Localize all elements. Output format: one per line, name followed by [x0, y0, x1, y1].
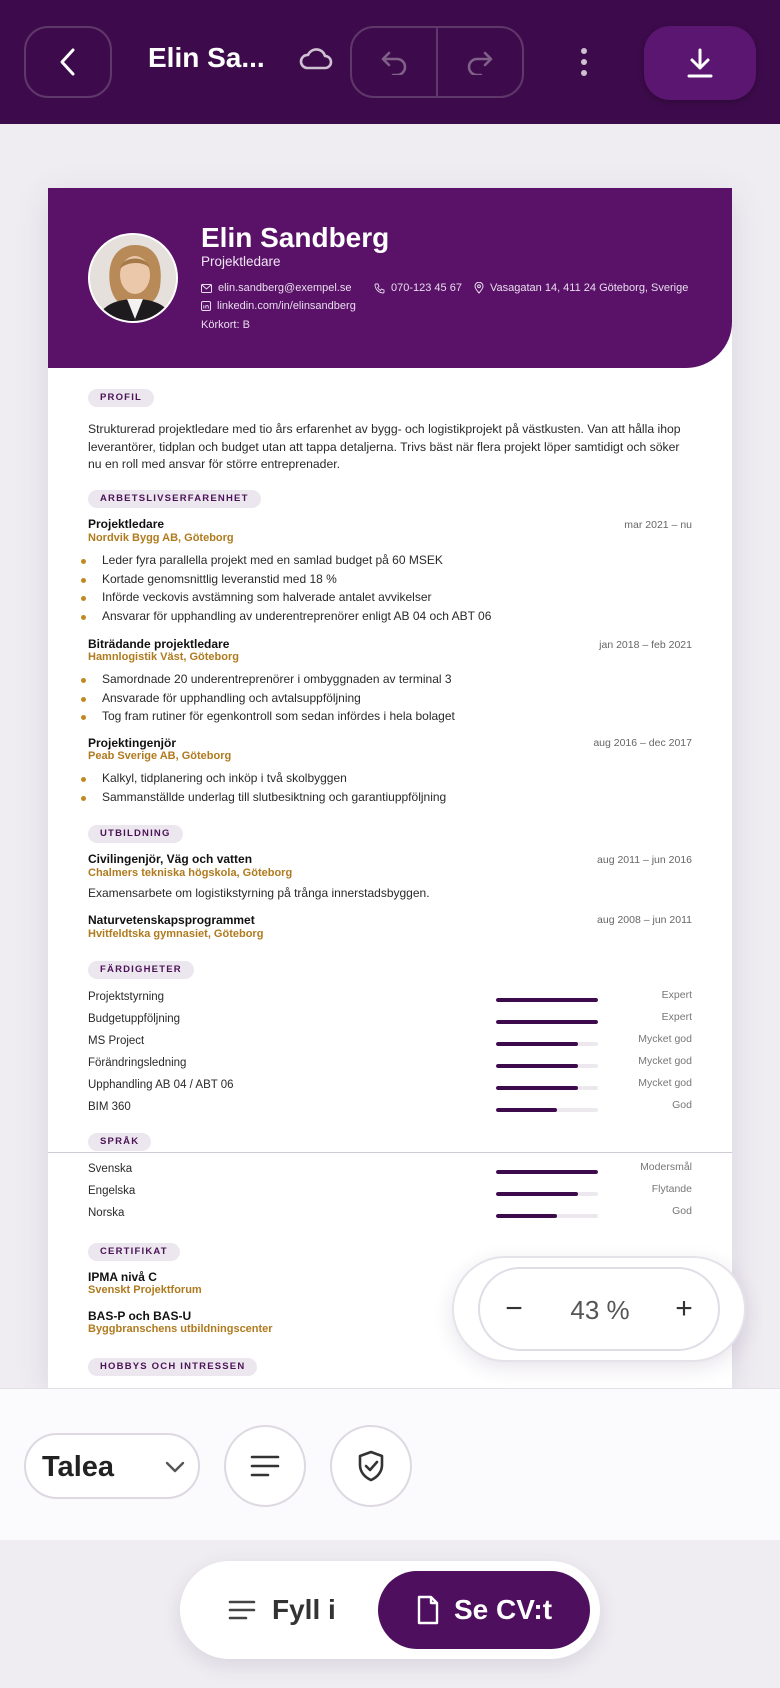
job-company: Hamnlogistik Väst, Göteborg	[88, 651, 239, 663]
skill-level: Expert	[661, 1011, 692, 1023]
skill-level-fill	[496, 998, 598, 1002]
zoom-level: 43 %	[570, 1295, 630, 1325]
profile-photo	[88, 233, 178, 323]
education-title: Civilingenjör, Väg och vatten	[88, 852, 253, 866]
undo-redo-group	[350, 26, 524, 98]
cv-document[interactable]	[48, 188, 732, 1388]
driving-licence: Körkort: B	[201, 319, 250, 331]
cv-name: Elin Sandberg	[201, 222, 390, 253]
job-bullet: Sammanställde underlag till slutbesiktning och garantiuppföljning	[88, 788, 692, 807]
phone-icon	[374, 283, 385, 294]
skill-row	[88, 1035, 692, 1051]
skill-level-bar	[496, 1020, 598, 1024]
shield-check-icon	[357, 1450, 385, 1482]
section-education: UTBILDNING	[88, 825, 183, 843]
document-title: Elin Sa...	[148, 42, 265, 73]
skill-name: MS Project	[88, 1035, 145, 1047]
contact-linkedin	[201, 300, 356, 312]
text-align-button[interactable]	[224, 1425, 306, 1507]
language-name: Svenska	[88, 1163, 133, 1175]
job-bullet: Samordnade 20 underentreprenörer i ombyggnaden av terminal 3	[88, 670, 692, 689]
education-school: Chalmers tekniska högskola, Göteborg	[88, 867, 293, 879]
education-dates: aug 2008 – jun 2011	[597, 914, 692, 926]
zoom-out-button[interactable]: −	[505, 1292, 523, 1325]
phone-text: 070-123 45 67	[391, 282, 462, 294]
text-align-icon	[250, 1454, 280, 1478]
language-level: God	[672, 1205, 692, 1217]
skill-row	[88, 1101, 692, 1117]
section-skills: FÄRDIGHETER	[88, 961, 194, 979]
skill-name: Budgetuppföljning	[88, 1013, 181, 1025]
job-bullet: Ansvarade för upphandling och avtalsuppföljning	[88, 689, 692, 708]
skill-level-fill	[496, 1020, 598, 1024]
cv-header	[48, 188, 732, 368]
cv-role: Projektledare	[201, 254, 281, 269]
skill-row	[88, 1013, 692, 1029]
zoom-pill	[478, 1267, 720, 1351]
location-pin-icon	[474, 282, 484, 294]
job-bullet: Kortade genomsnittlig leveranstid med 18 %	[88, 570, 692, 589]
job-bullets	[88, 769, 692, 806]
redo-icon	[465, 49, 495, 75]
undo-icon	[379, 49, 409, 75]
skill-level-bar	[496, 1064, 598, 1068]
certificate-issuer: Svenskt Projektforum	[88, 1284, 202, 1296]
format-toolbar	[0, 1388, 780, 1540]
section-certificates: CERTIFIKAT	[88, 1243, 180, 1261]
job-title: Projektingenjör	[88, 736, 177, 750]
language-level-fill	[496, 1192, 578, 1196]
skill-name: BIM 360	[88, 1101, 131, 1113]
language-level-fill	[496, 1214, 557, 1218]
skill-level-fill	[496, 1064, 578, 1068]
bottom-nav	[180, 1561, 600, 1659]
mail-icon	[201, 284, 212, 293]
job-title: Biträdande projektledare	[88, 637, 230, 651]
email-text: elin.sandberg@exempel.se	[218, 282, 352, 294]
zoom-in-button[interactable]: +	[675, 1292, 693, 1325]
linkedin-icon	[201, 301, 211, 311]
top-bar	[0, 0, 780, 124]
more-vertical-icon	[579, 46, 589, 78]
job-title: Projektledare	[88, 517, 165, 531]
job-company: Peab Sverige AB, Göteborg	[88, 750, 232, 762]
skill-level-bar	[496, 1042, 598, 1046]
skill-level-fill	[496, 1108, 557, 1112]
language-row	[88, 1163, 692, 1179]
language-level: Modersmål	[640, 1161, 692, 1173]
job-bullet: Ansvarar för upphandling av underentreprenörer enligt AB 04 och ABT 06	[88, 607, 692, 626]
download-button[interactable]	[644, 26, 756, 100]
skill-level: God	[672, 1099, 692, 1111]
section-experience: ARBETSLIVSERFARENHET	[88, 490, 261, 508]
language-name: Engelska	[88, 1185, 136, 1197]
job-bullet: Leder fyra parallella projekt med en samlad budget på 60 MSEK	[88, 551, 692, 570]
job-bullet: Kalkyl, tidplanering och inköp i två skolbyggen	[88, 769, 692, 788]
skill-name: Projektstyrning	[88, 991, 165, 1003]
skill-name: Upphandling AB 04 / ABT 06	[88, 1079, 234, 1091]
section-hobbies: HOBBYS OCH INTRESSEN	[88, 1358, 257, 1376]
cloud-icon	[298, 44, 334, 74]
education-title: Naturvetenskapsprogrammet	[88, 913, 255, 927]
skill-level: Mycket god	[638, 1055, 692, 1067]
job-dates: mar 2021 – nu	[624, 519, 692, 531]
skill-level-bar	[496, 998, 598, 1002]
redo-button[interactable]	[436, 28, 522, 96]
download-icon	[685, 47, 715, 79]
zoom-control	[452, 1256, 746, 1362]
chevron-left-icon	[57, 47, 79, 77]
section-profile: PROFIL	[88, 389, 154, 407]
skill-name: Förändringsledning	[88, 1057, 187, 1069]
language-name: Norska	[88, 1207, 125, 1219]
job-dates: jan 2018 – feb 2021	[599, 639, 692, 651]
fill-in-tab[interactable]	[228, 1583, 336, 1637]
certificate-title: IPMA nivå C	[88, 1270, 157, 1284]
back-button[interactable]	[24, 26, 112, 98]
section-languages: SPRÅK	[88, 1133, 151, 1151]
language-level-bar	[496, 1170, 598, 1174]
address-text: Vasagatan 14, 411 24 Göteborg, Sverige	[490, 282, 689, 294]
skill-level-bar	[496, 1108, 598, 1112]
more-menu-button[interactable]	[560, 40, 608, 84]
skill-level-bar	[496, 1086, 598, 1090]
language-row	[88, 1207, 692, 1223]
language-level: Flytande	[651, 1183, 692, 1195]
undo-button[interactable]	[352, 28, 436, 96]
privacy-shield-button[interactable]	[330, 1425, 412, 1507]
job-bullets	[88, 670, 692, 726]
education-dates: aug 2011 – jun 2016	[597, 854, 692, 866]
skill-row	[88, 1079, 692, 1095]
skill-level-fill	[496, 1086, 578, 1090]
language-level-fill	[496, 1170, 598, 1174]
lines-icon	[228, 1599, 256, 1621]
language-level-bar	[496, 1192, 598, 1196]
linkedin-text: linkedin.com/in/elinsandberg	[217, 300, 356, 312]
skill-level: Mycket god	[638, 1033, 692, 1045]
contact-email	[201, 282, 351, 294]
certificate-title: BAS-P och BAS-U	[88, 1309, 192, 1323]
skill-row	[88, 991, 692, 1007]
font-select-value: Talea	[42, 1451, 115, 1483]
job-bullet: Införde veckovis avstämning som halverade antalet avvikelser	[88, 588, 692, 607]
document-icon	[416, 1595, 440, 1625]
skill-level: Expert	[661, 989, 692, 1001]
job-company: Nordvik Bygg AB, Göteborg	[88, 532, 234, 544]
portrait-image	[90, 235, 178, 323]
job-bullets	[88, 551, 692, 625]
font-select[interactable]	[24, 1433, 200, 1499]
skill-level: Mycket god	[638, 1077, 692, 1089]
page-break-line	[48, 1152, 732, 1153]
language-level-bar	[496, 1214, 598, 1218]
job-bullet: Tog fram rutiner för egenkontroll som sedan infördes i hela bolaget	[88, 707, 692, 726]
contact-address	[474, 282, 688, 294]
job-dates: aug 2016 – dec 2017	[593, 737, 692, 749]
contact-phone	[374, 282, 462, 294]
profile-text: Strukturerad projektledare med tio års erfarenhet av bygg- och logistikprojekt på västkusten. Van att hålla ihop leverantörer, tidplan och budget utan att tappa detaljerna. Trivs bäst när flera projekt löper samtidigt och söker nu en roll med ansvar för större entreprenader.	[88, 422, 681, 471]
view-cv-label: Se CV:t	[453, 1594, 553, 1625]
skill-level-fill	[496, 1042, 578, 1046]
certificate-issuer: Byggbranschens utbildningscenter	[88, 1323, 273, 1335]
education-school: Hvitfeldtska gymnasiet, Göteborg	[88, 928, 264, 940]
fill-in-label: Fyll i	[272, 1594, 336, 1625]
skill-row	[88, 1057, 692, 1073]
view-cv-tab[interactable]	[378, 1571, 590, 1649]
education-description: Examensarbete om logistikstyrning på trånga innerstadsbyggen.	[88, 886, 430, 900]
chevron-down-icon	[164, 1455, 186, 1479]
language-row	[88, 1185, 692, 1201]
